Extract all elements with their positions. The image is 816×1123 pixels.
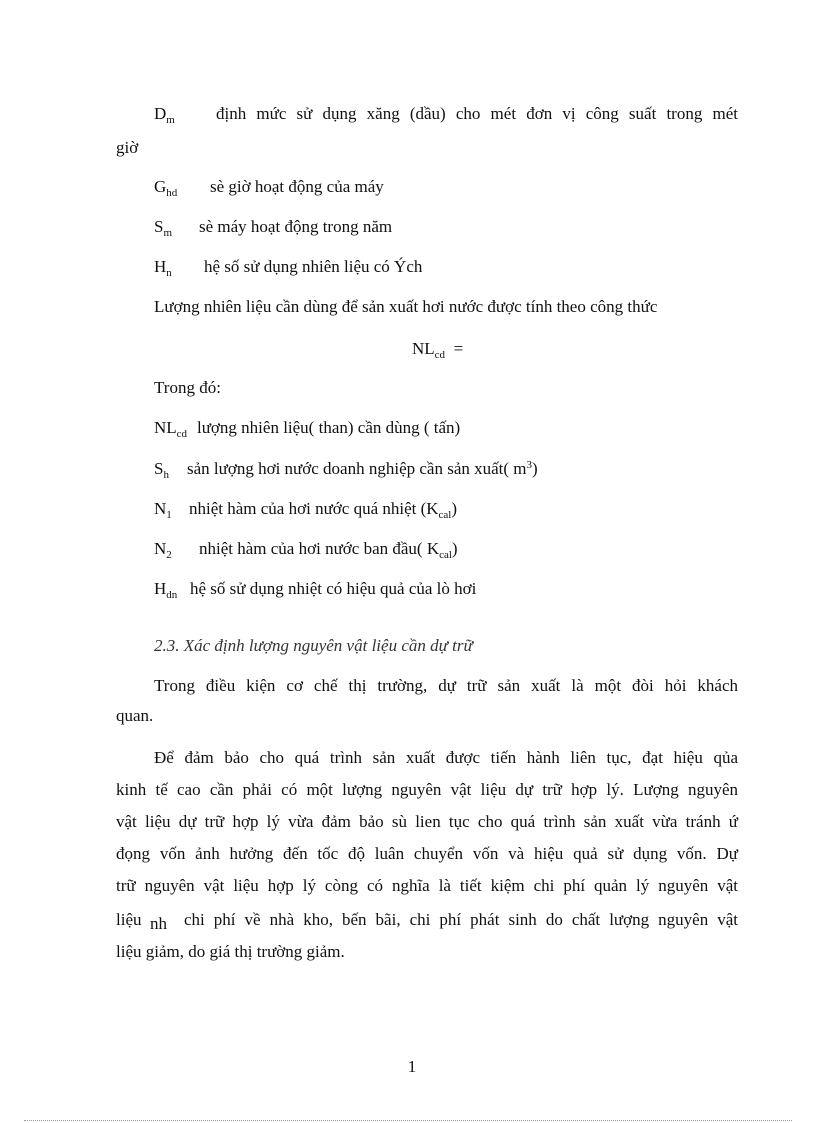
def-hn: [154, 256, 422, 278]
para2-line6-nh: nh: [150, 914, 167, 933]
term-n2-close: ): [451, 539, 458, 558]
where-label: Trong đó:: [154, 378, 221, 397]
term-n1-desc: nhiệt hàm của hơi nước quá nhiệt (K: [189, 499, 439, 518]
formula-intro: Lượng nhiên liệu cần dùng để sản xuất hơi nước được tính theo công thức: [154, 297, 658, 316]
para2-line6-rest: chi phí về nhà kho, bến bãi, chi phí phát sinh do chất lượng nguyên vật: [184, 910, 738, 929]
term-sh: [154, 458, 538, 480]
def-dm-desc-line1: định mức sử dụng xăng (dầu) cho mét đơn vị công suất trong mét: [216, 104, 738, 123]
def-hn-desc: hệ số sử dụng nhiên liệu có Ých: [204, 257, 423, 276]
page-number: 1: [407, 1057, 417, 1076]
formula-equals: =: [453, 339, 464, 358]
section-heading: 2.3. Xác định lượng nguyên vật liệu cần dự trữ: [154, 636, 473, 655]
term-sh-close: ): [532, 459, 538, 478]
term-n1-close: ): [451, 499, 458, 518]
para2-line4: đọng vốn ảnh hưởng đến tốc độ luân chuyển vốn và hiệu quả sử dụng vốn. Dự: [116, 844, 738, 863]
page-bottom-border: [24, 1120, 792, 1121]
term-hdn-desc: hệ số sử dụng nhiệt có hiệu quả của lò hơi: [190, 579, 477, 598]
term-nlcd: [154, 417, 460, 439]
term-hdn: [154, 578, 476, 600]
term-n2-desc: nhiệt hàm của hơi nước ban đầu( K: [199, 539, 440, 558]
para1-line1: Trong điều kiện cơ chế thị trường, dự trữ sản xuất là một đòi hỏi khách: [154, 676, 738, 695]
symbol-n1: $N_1$: [154, 499, 172, 521]
symbol-n2: $N_2$: [154, 539, 172, 561]
formula-symbol: $NL_{cd}$: [412, 339, 446, 361]
symbol-hn: $H_n$: [154, 257, 172, 279]
symbol-sh: $S_h$: [154, 459, 169, 481]
para2-line7: liệu giảm, do giá thị trường giảm.: [116, 942, 345, 961]
para2-line1: Để đảm bảo cho quá trình sản xuất được tiến hành liên tục, đạt hiệu qủa: [154, 748, 738, 767]
symbol-sm: $S_m$: [154, 217, 173, 239]
def-sm-desc: sè máy hoạt động trong năm: [199, 217, 393, 236]
term-n2: [154, 538, 458, 560]
term-sh-desc: sản lượng hơi nước doanh nghiệp cần sản xuất( m: [187, 459, 527, 478]
term-n2-unit-sub: cal: [439, 549, 452, 561]
def-dm-desc-line2: giờ: [116, 138, 139, 157]
def-ghd: [154, 176, 384, 198]
para1-line2: quan.: [116, 706, 154, 725]
def-dm: [154, 103, 216, 125]
formula: [412, 338, 463, 360]
para2-line2: kinh tế cao cần phải có một lượng nguyên vật liệu dự trữ hợp lý. Lượng nguyên: [116, 780, 738, 799]
para2-line3: vật liệu dự trữ hợp lý vừa đảm bảo sù lien tục cho quá trình sản xuất vừa tránh ứ: [116, 812, 738, 831]
symbol-hdn: $H_{dn}$: [154, 579, 178, 601]
symbol-nlcd: $NL_{cd}$: [154, 418, 188, 440]
def-sm: [154, 216, 392, 238]
symbol-ghd: $G_{hd}$: [154, 177, 178, 199]
term-n1-unit-sub: cal: [438, 509, 452, 521]
para2-line5: trữ nguyên vật liệu hợp lý còng có nghĩa là tiết kiệm chi phí quản lý nguyên vật: [116, 876, 738, 895]
term-n1: [154, 498, 457, 520]
term-nlcd-desc: lượng nhiên liệu( than) cần dùng ( tấn): [197, 418, 461, 437]
def-ghd-desc: sè giờ hoạt động của máy: [210, 177, 384, 196]
para2-line6-start: liệu: [116, 910, 142, 929]
symbol-dm: $D_m$: [154, 104, 175, 126]
term-sh-sup: 3: [526, 459, 533, 471]
